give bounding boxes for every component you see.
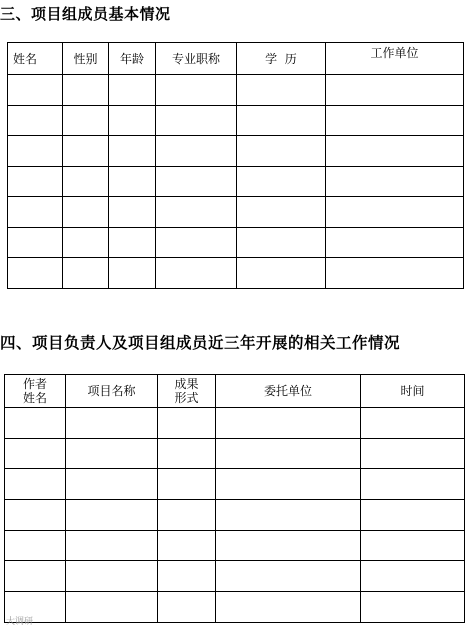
table-cell[interactable] — [216, 500, 361, 531]
table-cell[interactable] — [63, 105, 109, 136]
table-cell[interactable] — [109, 75, 156, 106]
table-cell[interactable] — [66, 469, 158, 500]
table-cell[interactable] — [109, 136, 156, 167]
table-cell[interactable] — [63, 166, 109, 197]
table-cell[interactable] — [63, 75, 109, 106]
table-cell[interactable] — [237, 227, 326, 258]
table-row — [8, 105, 464, 136]
table-cell[interactable] — [158, 500, 216, 531]
table-cell[interactable] — [237, 75, 326, 106]
table-cell[interactable] — [66, 500, 158, 531]
table-cell[interactable] — [5, 500, 66, 531]
header-time: 时间 — [361, 375, 465, 408]
table-cell[interactable] — [216, 408, 361, 439]
table-cell[interactable] — [5, 530, 66, 561]
table-cell[interactable] — [361, 438, 465, 469]
table-cell[interactable] — [158, 530, 216, 561]
table-row — [8, 136, 464, 167]
table-row — [8, 258, 464, 289]
table-row — [5, 561, 465, 592]
table-cell[interactable] — [216, 469, 361, 500]
table-cell[interactable] — [63, 136, 109, 167]
table-cell[interactable] — [63, 258, 109, 289]
table-cell[interactable] — [237, 105, 326, 136]
table-cell[interactable] — [8, 105, 63, 136]
table-cell[interactable] — [361, 530, 465, 561]
header-employer: 工作单位 — [326, 43, 464, 75]
table-cell[interactable] — [8, 258, 63, 289]
table-cell[interactable] — [237, 197, 326, 228]
table-cell[interactable] — [63, 197, 109, 228]
header-project-name: 项目名称 — [66, 375, 158, 408]
table-row — [8, 197, 464, 228]
header-gender: 性别 — [63, 43, 109, 75]
table-cell[interactable] — [326, 105, 464, 136]
header-author-name: 作者 姓名 — [5, 375, 66, 408]
section4-title: 四、项目负责人及项目组成员近三年开展的相关工作情况 — [0, 334, 401, 352]
work-record-table — [4, 374, 465, 623]
header-result-form: 成果 形式 — [158, 375, 216, 408]
table-cell[interactable] — [109, 166, 156, 197]
table-cell[interactable] — [216, 530, 361, 561]
table-cell[interactable] — [216, 561, 361, 592]
table-cell[interactable] — [66, 561, 158, 592]
table-cell[interactable] — [158, 469, 216, 500]
table-cell[interactable] — [216, 592, 361, 623]
table-cell[interactable] — [237, 136, 326, 167]
table-cell[interactable] — [66, 530, 158, 561]
table-row — [5, 408, 465, 439]
header-education: 学 历 — [237, 43, 326, 75]
table-cell[interactable] — [326, 227, 464, 258]
table-cell[interactable] — [156, 136, 237, 167]
table-cell[interactable] — [361, 592, 465, 623]
table-row — [8, 75, 464, 106]
table-cell[interactable] — [158, 561, 216, 592]
table-cell[interactable] — [158, 438, 216, 469]
table-cell[interactable] — [8, 75, 63, 106]
table-cell[interactable] — [361, 561, 465, 592]
table-cell[interactable] — [66, 592, 158, 623]
table-cell[interactable] — [158, 592, 216, 623]
table-cell[interactable] — [5, 469, 66, 500]
header-title: 专业职称 — [156, 43, 237, 75]
table-header-row — [8, 43, 464, 75]
table-row — [8, 166, 464, 197]
table-cell[interactable] — [326, 136, 464, 167]
table-row — [5, 530, 465, 561]
table-row — [5, 592, 465, 623]
table-cell[interactable] — [326, 75, 464, 106]
table-cell[interactable] — [326, 197, 464, 228]
table-cell[interactable] — [156, 105, 237, 136]
table-row — [5, 469, 465, 500]
table-cell[interactable] — [237, 166, 326, 197]
table-header-row — [5, 375, 465, 408]
table-cell[interactable] — [109, 105, 156, 136]
table-cell[interactable] — [109, 197, 156, 228]
table-cell[interactable] — [109, 258, 156, 289]
header-age: 年龄 — [109, 43, 156, 75]
header-name: 姓名 — [8, 43, 63, 75]
table-cell[interactable] — [5, 408, 66, 439]
table-cell[interactable] — [216, 438, 361, 469]
table-cell[interactable] — [237, 258, 326, 289]
table-row — [5, 500, 465, 531]
table-cell[interactable] — [8, 197, 63, 228]
table-cell[interactable] — [156, 166, 237, 197]
table-cell[interactable] — [109, 227, 156, 258]
table-cell[interactable] — [66, 438, 158, 469]
table-row — [8, 227, 464, 258]
table-cell[interactable] — [361, 408, 465, 439]
table-cell[interactable] — [326, 258, 464, 289]
table-cell[interactable] — [8, 166, 63, 197]
table-row — [5, 438, 465, 469]
table-cell[interactable] — [326, 166, 464, 197]
table-cell[interactable] — [156, 227, 237, 258]
header-client: 委托单位 — [216, 375, 361, 408]
watermark: 大调研 — [6, 617, 34, 627]
table-cell[interactable] — [8, 227, 63, 258]
table-cell[interactable] — [156, 197, 237, 228]
table-cell[interactable] — [63, 227, 109, 258]
table-cell[interactable] — [361, 469, 465, 500]
table-cell[interactable] — [8, 136, 63, 167]
table-cell[interactable] — [156, 75, 237, 106]
table-cell[interactable] — [361, 500, 465, 531]
table-cell[interactable] — [156, 258, 237, 289]
table-cell[interactable] — [158, 408, 216, 439]
table-cell[interactable] — [5, 561, 66, 592]
table-cell[interactable] — [5, 438, 66, 469]
section3-title: 三、项目组成员基本情况 — [0, 5, 171, 23]
member-info-table — [7, 42, 464, 289]
table-cell[interactable] — [66, 408, 158, 439]
